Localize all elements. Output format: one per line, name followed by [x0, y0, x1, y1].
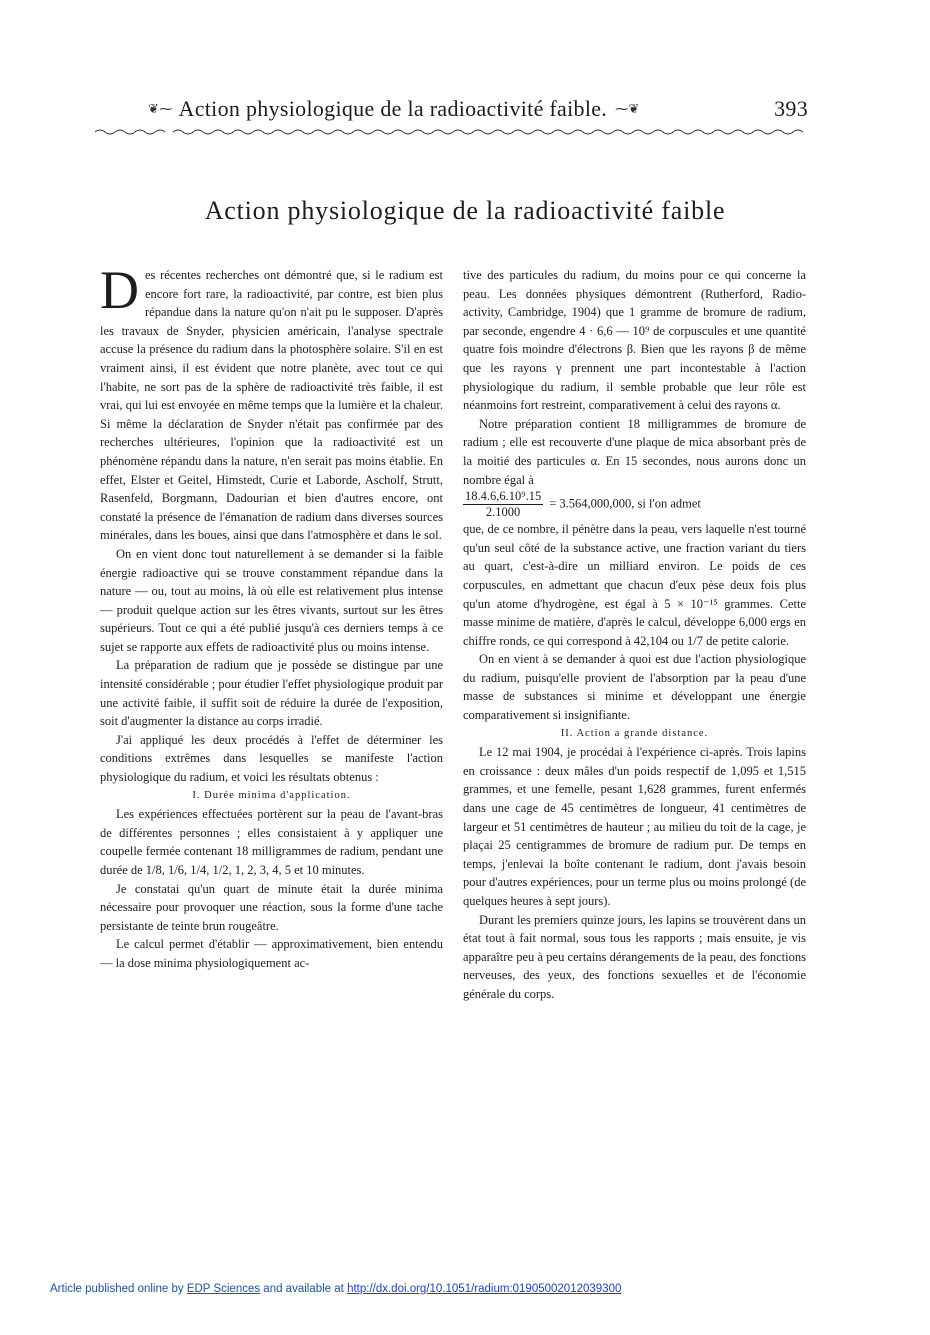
- paragraph: On en vient à se demander à quoi est due l'action physiologique du radium, puisqu'elle provient de l'absorption par la peau d'une masse de substances si minime et développant une énergie comparativement si insignifiante.: [463, 652, 806, 723]
- section-heading-1: I. Durée minima d'application.: [192, 789, 351, 801]
- paragraph: Notre préparation contient 18 milligrammes de bromure de radium ; elle est recouverte d'une plaque de mica absorbant près de la moitié des particules α. En 15 secondes, nous aurons donc un nombre égal à: [463, 416, 806, 487]
- paragraph: que, de ce nombre, il pénètre dans la peau, vers laquelle n'est tourné qu'un seul côté de la substance active, une fraction variant du tiers au quart, c'est-à-dire un milliard environ. Le poids de ces corpuscules, en admettant que chacun d'eux pèse deux fois plus qu'un atome d'hydrogène, est égal à 5 × 10⁻¹⁵ grammes. Cette masse minime de matière, d'après le calcul, développe 6,000 ergs en chiffre ronds, ce qui correspond à 42,104 ou 1/7 de petite calorie.: [463, 522, 806, 648]
- formula-numerator: 18.4.6,6.10⁹.15: [465, 489, 542, 504]
- paragraph: Je constatai qu'un quart de minute était la durée minima nécessaire pour provoquer une réaction, sous la forme d'une tache persistante de teinte brun rougeâtre.: [100, 881, 443, 933]
- paragraph: La préparation de radium que je possède se distingue par une intensité considérable ; pour étudier l'effet physiologique produit par une activité faible, il suffit soit de réduire la durée de l'exposition, soit d'augmenter la distance au corps irradié.: [100, 658, 443, 729]
- section-heading-2: II. Action a grande distance.: [560, 727, 709, 739]
- formula-denominator: 2.1000: [485, 505, 521, 520]
- publisher-link[interactable]: EDP Sciences: [186, 1283, 261, 1295]
- right-column: [463, 266, 806, 1004]
- intro-paragraph: [100, 260, 443, 545]
- page-number: 393: [774, 96, 808, 121]
- article-title: Action physiologique de la radioactivité faible: [204, 196, 726, 225]
- paragraph: Le calcul permet d'établir — approximativement, bien entendu — la dose minima physiologiquement ac-: [100, 937, 443, 970]
- paragraph: J'ai appliqué les deux procédés à l'effet de déterminer les conditions extrêmes dans lesquelles se manifeste l'action physiologique du radium, et voici les résultats obtenus :: [100, 732, 443, 785]
- left-ornament-icon: ❦⁓: [148, 101, 173, 116]
- left-column: [100, 260, 443, 973]
- paragraph: Les expériences effectuées portèrent sur la peau de l'avant-bras de différentes personnes ; elles consistaient à y appliquer une coupelle fermée contenant 18 milligrammes de radium, pendant une durée de 1/8, 1/6, 1/4, 1/2, 1, 2, 3, 4, 5 et 10 minutes.: [100, 807, 443, 877]
- formula-result: = 3.564,000,000, si l'on admet: [549, 496, 701, 511]
- doi-link[interactable]: http://dx.doi.org/10.1051/radium:01905002012039300: [347, 1283, 622, 1295]
- running-head: [148, 96, 808, 122]
- footer-prefix: Article published online by: [50, 1283, 187, 1295]
- formula-line: [463, 489, 806, 520]
- intro-text: es récentes recherches ont démontré que, si le radium est encore fort rare, la radioactivité, par contre, est bien plus répandue dans la nature qu'on n'ait pu le supposer. D'après les travaux de Snyder, physicien américain, l'analyse spectrale accuse la présence du radium dans la photosphère solaire. S'il en est vraiment ainsi, il est évident que notre planète, avec tout ce qui l'habite, ne sort pas de la sphère de radioactivité très faible, il est vrai, qui lui est envoyée en même temps que la lumière et la chaleur. Si même la déclaration de Snyder n'était pas confirmée par des recherches ultérieures, l'opinion que la radioactivité est un phénomène répandu dans la nature, n'en serait pas moins établie. En effet, Elster et Geitel, Himstedt, Curie et Laborde, Ascholf, Strutt, Rasenfeld, Borgmann, Dadourian et bien d'autres encore, ont constaté la présence de l'émanation de radium dans diverses sources minérales, dans les boues, ainsi que dans l'atmosphère et dans le sol.: [100, 268, 443, 543]
- drop-cap: D: [100, 260, 139, 320]
- footer: [50, 1283, 880, 1295]
- paragraph: tive des particules du radium, du moins pour ce qui concerne la peau. Les données physiques démontrent (Rutherford, Radio-activity, Cambridge, 1904) que 1 gramme de bromure de radium, par seconde, engendre 4 · 6,6 — 10⁹ de corpuscules et une quantité quatre fois moindre d'électrons β. Bien que les rayons β de même que les rayons γ prennent une part incontestable à l'action physiologique du radium, il semble probable que leur rôle est néanmoins fort restreint, comparativement à celui des rayons α.: [463, 268, 806, 413]
- right-ornament-icon: ⁓❦: [615, 101, 640, 116]
- footer-middle: and available at: [260, 1283, 348, 1295]
- paragraph: On en vient donc tout naturellement à se demander si la faible énergie radioactive qui se trouve constamment répandue dans la nature — ou, tout au moins, là où elle est relativement plus intense — produit quelque action sur les êtres vivants, surtout sur les êtres supérieurs. Tout ce qui a été publié jusqu'à ces derniers temps à ce sujet se rapporte aux effets de radioactivité plus ou moins intense.: [100, 546, 443, 654]
- paragraph: Durant les premiers quinze jours, les lapins se trouvèrent dans un état tout à fait normal, sous tous les rapports ; mais ensuite, je vis apparaître peu à peu certains dérangements de la peau, des fonctions nerveuses, des yeux, des fonctions sexuelles et de l'économie générale du corps.: [463, 912, 806, 1001]
- ornament-rule-divider: [95, 126, 805, 138]
- running-head-title: Action physiologique de la radioactivité faible.: [178, 96, 608, 121]
- paragraph: Le 12 mai 1904, je procédai à l'expérience ci-après. Trois lapins en croissance : deux mâles d'un poids respectif de 1,095 et 1,515 grammes, et une femelle, pesant 1,628 grammes, furent enfermés dans une cage de 45 centimètres de longueur, 41 centimètres de largeur et 51 centimètres de hauteur ; au milieu du toit de la cage, je plaçai 25 centigrammes de bromure de radium pur. De temps en temps, j'enlevai la boîte contenant le radium, dont j'avais besoin pour d'autres expériences, pour un terme plus ou moins prolongé (de quelques heures à sept jours).: [463, 745, 806, 908]
- formula-fraction: [463, 489, 543, 520]
